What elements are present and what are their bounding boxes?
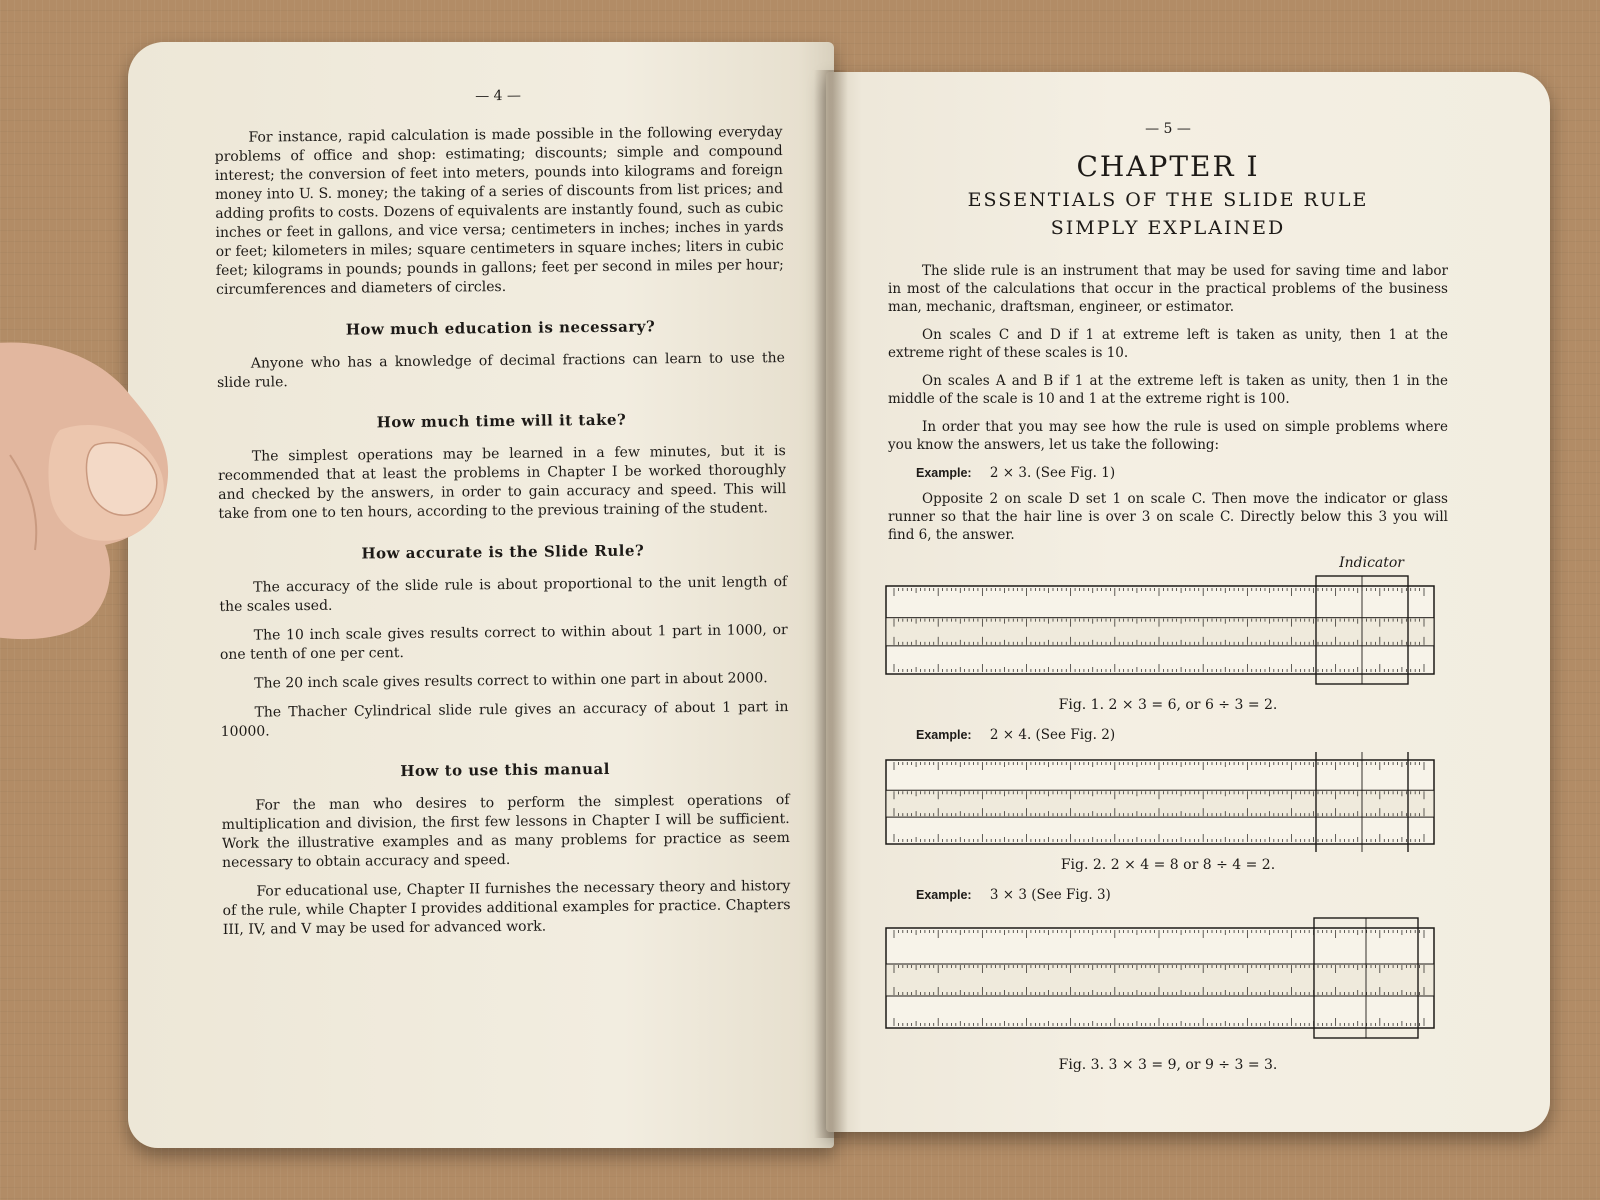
example-text: 3 × 3 (See Fig. 3) bbox=[989, 887, 1111, 903]
slide-rule-figure-3 bbox=[884, 912, 1440, 1052]
example-text: 2 × 4. (See Fig. 2) bbox=[989, 727, 1116, 743]
figure-1-caption: Fig. 1. 2 × 3 = 6, or 6 ÷ 3 = 2. bbox=[1058, 697, 1278, 713]
chapter-subtitle bbox=[888, 186, 1448, 242]
right-page bbox=[826, 72, 1550, 1132]
rule-slide bbox=[886, 790, 1434, 817]
indicator-label: Indicator bbox=[1339, 555, 1404, 571]
section-paragraph: The 20 inch scale gives results correct to within one part in about 2000. bbox=[254, 670, 768, 692]
right-page-content bbox=[888, 120, 1448, 1086]
body-paragraph: On scales C and D if 1 at extreme left is taken as unity, then 1 at the extreme right of these scales is 10. bbox=[888, 327, 1448, 361]
hand-thumb bbox=[0, 335, 190, 645]
section-paragraph: Anyone who has a knowledge of decimal fractions can learn to use the slide rule. bbox=[216, 350, 785, 391]
example-3 bbox=[916, 886, 1448, 904]
example-label: Example: bbox=[916, 888, 972, 902]
left-page-content bbox=[214, 84, 791, 950]
section-paragraph: The Thacher Cylindrical slide rule gives an accuracy of about 1 part in 10000. bbox=[220, 699, 789, 740]
example-2 bbox=[916, 726, 1448, 744]
body-paragraph: On scales A and B if 1 at the extreme left is taken as unity, then 1 in the middle of the scale is 10 and 1 at the extreme right is 100. bbox=[888, 373, 1448, 407]
example-text: 2 × 3. (See Fig. 1) bbox=[989, 465, 1116, 481]
slide-rule-figure-2 bbox=[884, 752, 1440, 852]
page-number-right: — 5 — bbox=[1145, 121, 1191, 137]
left-page bbox=[128, 42, 834, 1148]
section-paragraph: The 10 inch scale gives results correct to within about 1 part in 1000, or one tenth of one per cent. bbox=[219, 622, 788, 663]
section-paragraph: The simplest operations may be learned in a few minutes, but it is recommended that at least the problems in Chapter I be worked thoroughly and checked by the answers, in order to gain accuracy and speed. This will take from one to ten hours, according to the previous training of the student. bbox=[217, 443, 787, 522]
chapter-subtitle-line: ESSENTIALS OF THE SLIDE RULE bbox=[967, 189, 1369, 211]
rule-slide bbox=[886, 618, 1434, 646]
example-1-instruction: Opposite 2 on scale D set 1 on scale C. Then move the indicator or glass runner so that the hair line is over 3 on scale C. Directly below this 3 you will find 6, the answer. bbox=[888, 491, 1448, 543]
figure-3-caption: Fig. 3. 3 × 3 = 9, or 9 ÷ 3 = 3. bbox=[1058, 1057, 1278, 1073]
section-heading-education: How much education is necessary? bbox=[345, 317, 656, 339]
section-paragraph: The accuracy of the slide rule is about proportional to the unit length of the scales used. bbox=[219, 574, 788, 615]
chapter-title: CHAPTER I bbox=[1076, 150, 1260, 183]
page-number-left: — 4 — bbox=[475, 87, 522, 105]
rule-slide bbox=[886, 964, 1434, 996]
example-1 bbox=[916, 464, 1448, 482]
section-paragraph: For educational use, Chapter II furnishes the necessary theory and history of the rule, while Chapter I provides additional examples for practice. Chapters III, IV, and V may be used for advanced work. bbox=[222, 878, 791, 938]
section-heading-time: How much time will it take? bbox=[376, 410, 627, 432]
book-gutter bbox=[814, 70, 848, 1138]
section-paragraph: For the man who desires to perform the simplest operations of multiplication and division, the first few lessons in Chapter I will be sufficient. Work the illustrative examples and as many problems for practice as seem necessary to obtain accuracy and speed. bbox=[221, 792, 790, 871]
section-heading-manual: How to use this manual bbox=[400, 759, 611, 781]
slide-rule-figure-1 bbox=[884, 574, 1440, 692]
figure-2-caption: Fig. 2. 2 × 4 = 8 or 8 ÷ 4 = 2. bbox=[1060, 857, 1276, 873]
example-label: Example: bbox=[916, 728, 972, 742]
body-paragraph: In order that you may see how the rule is used on simple problems where you know the answers, let us take the following: bbox=[888, 419, 1448, 453]
section-heading-accuracy: How accurate is the Slide Rule? bbox=[361, 541, 645, 563]
example-label: Example: bbox=[916, 466, 972, 480]
intro-paragraph: For instance, rapid calculation is made possible in the following everyday problems of office and shop: estimating; discounts; simple and compound interest; the conversion of feet into meters, pounds into kilograms and foreign money into U. S. money; the taking of a series of discounts from list prices; and adding profits to costs. Dozens of equivalents are instantly found, such as cubic inches or feet in gallons, and vice versa; centimeters in inches; inches in yards or feet; kilometers in miles; square centimeters in square inches; liters in cubic feet; kilograms in pounds; pounds in gallons; feet per second in miles per hour; circumferences and diameters of circles. bbox=[214, 124, 784, 298]
body-paragraph: The slide rule is an instrument that may be used for saving time and labor in most of the calculations that occur in the practical problems of the business man, mechanic, draftsman, engineer, or estimator. bbox=[888, 263, 1448, 315]
chapter-subtitle-line: SIMPLY EXPLAINED bbox=[1050, 217, 1286, 239]
